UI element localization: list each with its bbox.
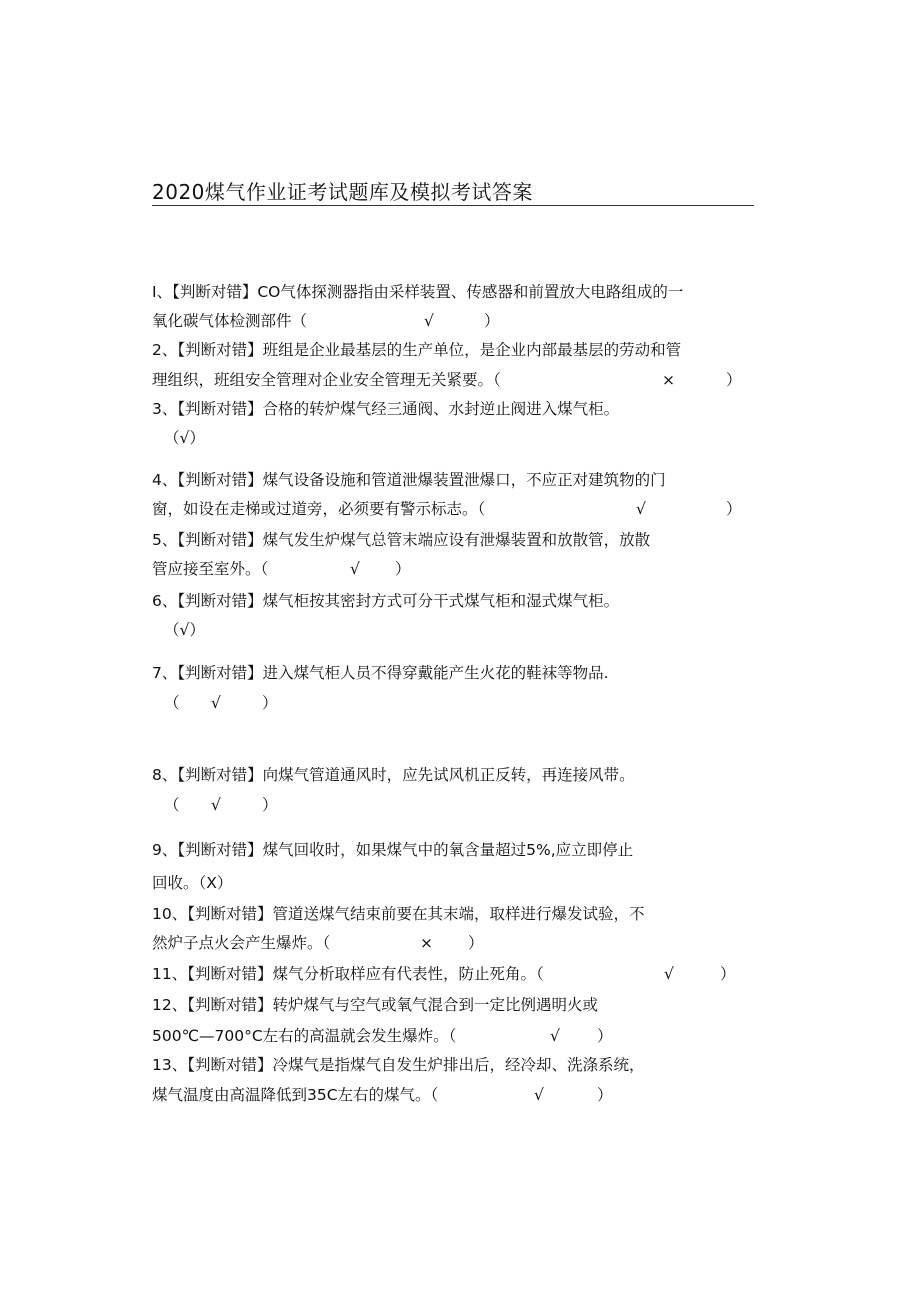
question-2-line-1: 2、【判断对错】班组是企业最基层的生产单位，是企业内部最基层的劳动和管 — [152, 341, 682, 359]
question-12-line-1: 12、【判断对错】转炉煤气与空气或氧气混合到一定比例遇明火或 — [152, 996, 598, 1014]
question-4-close: ） — [726, 500, 742, 518]
question-13-line-1: 13、【判断对错】冷煤气是指煤气自发生炉排出后，经冷却、洗涤系统， — [152, 1056, 645, 1074]
question-13-answer: √ — [534, 1086, 544, 1104]
question-8-line-1: 8、【判断对错】向煤气管道通风时，应先试风机正反转，再连接风带。 — [152, 766, 635, 784]
question-9-line-2: 回收。（X） — [152, 874, 233, 892]
question-5-answer: √ — [350, 560, 360, 578]
question-4-answer: √ — [636, 500, 646, 518]
question-2-answer: × — [662, 371, 675, 389]
question-12-line-2: 500℃—700°C左右的高温就会发生爆炸。（ — [152, 1027, 457, 1045]
question-7-answer: √ — [211, 694, 221, 712]
question-13-line-2: 煤气温度由高温降低到35C左右的煤气。（ — [152, 1086, 439, 1104]
question-2-close: ） — [726, 371, 742, 389]
question-8-answer: √ — [211, 796, 221, 814]
question-2-line-2: 理组织，班组安全管理对企业安全管理无关紧要。（ — [152, 371, 501, 389]
question-10-close: ） — [468, 934, 484, 952]
question-1-line-1: I、【判断对错】CO气体探测器指由采样装置、传感器和前置放大电路组成的一 — [152, 283, 684, 301]
question-3-line-2: （√） — [164, 429, 205, 447]
question-4-line-2: 窗，如设在走梯或过道旁，必须要有警示标志。（ — [152, 500, 486, 518]
page-title: 2020煤气作业证考试题库及模拟考试答案 — [152, 180, 533, 204]
question-11-close: ） — [720, 965, 736, 983]
question-8-line-2: （ — [164, 796, 180, 814]
question-1-close: ） — [484, 312, 500, 330]
question-5-line-2: 管应接至室外。（ — [152, 560, 269, 578]
question-10-line-2: 然炉子点火会产生爆炸。（ — [152, 934, 331, 952]
question-7-close: ） — [262, 694, 278, 712]
question-10-answer: × — [420, 934, 433, 952]
question-4-line-1: 4、【判断对错】煤气设备设施和管道泄爆装置泄爆口，不应正对建筑物的门 — [152, 471, 666, 489]
question-12-answer: √ — [550, 1027, 560, 1045]
question-1-answer: √ — [424, 312, 434, 330]
question-11-answer: √ — [664, 965, 674, 983]
question-12-close: ） — [597, 1027, 613, 1045]
question-10-line-1: 10、【判断对错】管道送煤气结束前要在其末端，取样进行爆发试验，不 — [152, 905, 645, 923]
question-7-line-1: 7、【判断对错】进入煤气柜人员不得穿戴能产生火花的鞋袜等物品. — [152, 664, 609, 682]
title-underline — [152, 205, 754, 206]
question-11-line-1: 11、【判断对错】煤气分析取样应有代表性，防止死角。（ — [152, 965, 544, 983]
question-8-close: ） — [262, 796, 278, 814]
question-1-line-2: 氧化碳气体检测部件（ — [152, 312, 308, 330]
question-3-line-1: 3、【判断对错】合格的转炉煤气经三通阀、水封逆止阀进入煤气柜。 — [152, 400, 620, 418]
question-5-line-1: 5、【判断对错】煤气发生炉煤气总管末端应设有泄爆装置和放散管，放散 — [152, 531, 651, 549]
question-6-line-2: （√） — [164, 621, 205, 639]
question-13-close: ） — [597, 1086, 613, 1104]
question-6-line-1: 6、【判断对错】煤气柜按其密封方式可分干式煤气柜和湿式煤气柜。 — [152, 592, 620, 610]
question-5-close: ） — [395, 560, 411, 578]
question-9-line-1: 9、【判断对错】煤气回收时，如果煤气中的氧含量超过5%,应立即停止 — [152, 841, 634, 859]
question-7-line-2: （ — [164, 694, 180, 712]
